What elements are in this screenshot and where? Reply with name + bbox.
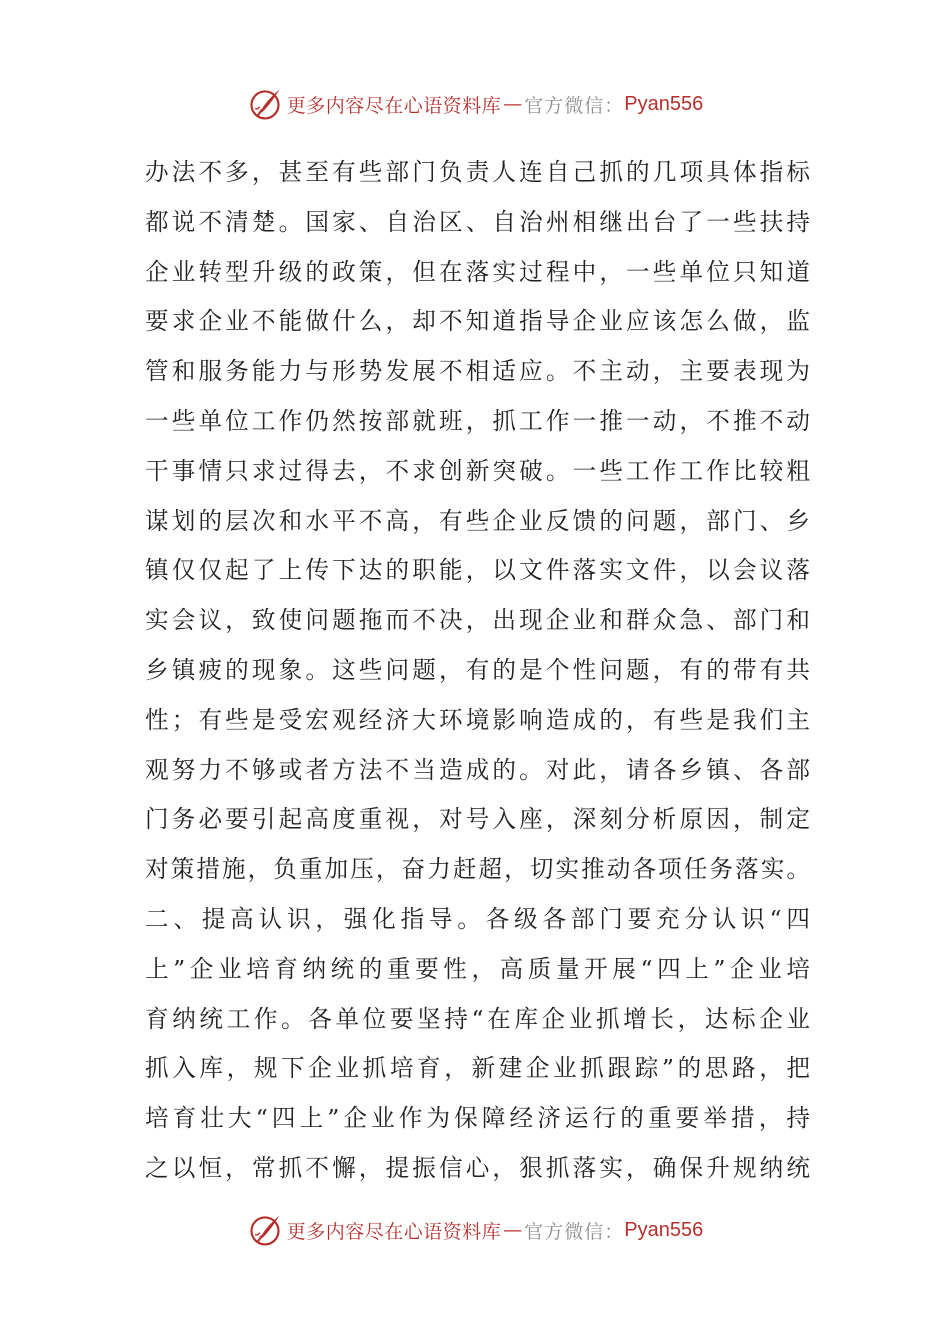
body-line: 企业转型升级的政策，但在落实过程中，一些单位只知道 [145, 257, 810, 286]
footer-dash: — [503, 1219, 523, 1241]
body-line: 管和服务能力与形势发展不相适应。不主动，主要表现为 [145, 357, 810, 386]
footer-banner [0, 1210, 950, 1250]
body-line: 性；有些是受宏观经济大环境影响造成的，有些是我们主 [145, 705, 810, 734]
body-line: 育纳统工作。各单位要坚持“在库企业抓增长，达标企业 [145, 1004, 810, 1033]
quill-pen-icon [247, 1212, 283, 1248]
header-brand-text: 更多内容尽在心语资料库 [286, 94, 502, 117]
body-line: 对策措施，负重加压，奋力赶超，切实推动各项任务落实。 [145, 855, 810, 884]
body-line: 乡镇疲的现象。这些问题，有的是个性问题，有的带有共 [145, 655, 810, 684]
header-wechat-label: 官方微信： [524, 94, 625, 117]
body-line: 实会议，致使问题拖而不决，出现企业和群众急、部门和 [145, 606, 810, 635]
body-line: 抓入库，规下企业抓培育，新建企业抓跟踪”的思路，把 [145, 1054, 810, 1083]
body-line: 办法不多，甚至有些部门负责人连自己抓的几项具体指标 [145, 158, 810, 186]
footer-text [287, 1217, 704, 1244]
body-line: 观努力不够或者方法不当造成的。对此，请各乡镇、各部 [145, 755, 810, 784]
body-line: 上”企业培育纳统的重要性，高质量开展“四上”企业培 [145, 954, 810, 983]
header-wechat-id: Pyan556 [624, 92, 704, 115]
footer-wechat-id: Pyan556 [624, 1218, 704, 1241]
body-line: 门务必要引起高度重视，对号入座，深刻分析原因，制定 [145, 805, 810, 834]
body-line: 干事情只求过得去，不求创新突破。一些工作工作比较粗 [145, 456, 810, 485]
body-line: 二、提高认识，强化指导。各级各部门要充分认识“四 [145, 904, 810, 933]
header-banner [0, 84, 950, 124]
header-dash: — [503, 93, 523, 115]
footer-wechat-label: 官方微信： [524, 1220, 625, 1243]
body-line: 培育壮大“四上”企业作为保障经济运行的重要举措，持 [145, 1104, 810, 1133]
footer-brand-text: 更多内容尽在心语资料库 [286, 1220, 502, 1243]
body-line: 都说不清楚。国家、自治区、自治州相继出台了一些扶持 [145, 207, 810, 236]
quill-pen-icon [247, 86, 283, 122]
body-line: 要求企业不能做什么，却不知道指导企业应该怎么做，监 [145, 307, 810, 336]
body-line: 镇仅仅起了上传下达的职能，以文件落实文件，以会议落 [145, 556, 810, 585]
body-line: 谋划的层次和水平不高，有些企业反馈的问题，部门、乡 [145, 506, 810, 535]
body-line: 一些单位工作仍然按部就班，抓工作一推一动，不推不动 [145, 406, 810, 435]
document-body [145, 148, 810, 1194]
body-line: 之以恒，常抓不懈，提振信心，狠抓落实，确保升规纳统 [145, 1153, 810, 1182]
header-text [287, 91, 704, 118]
